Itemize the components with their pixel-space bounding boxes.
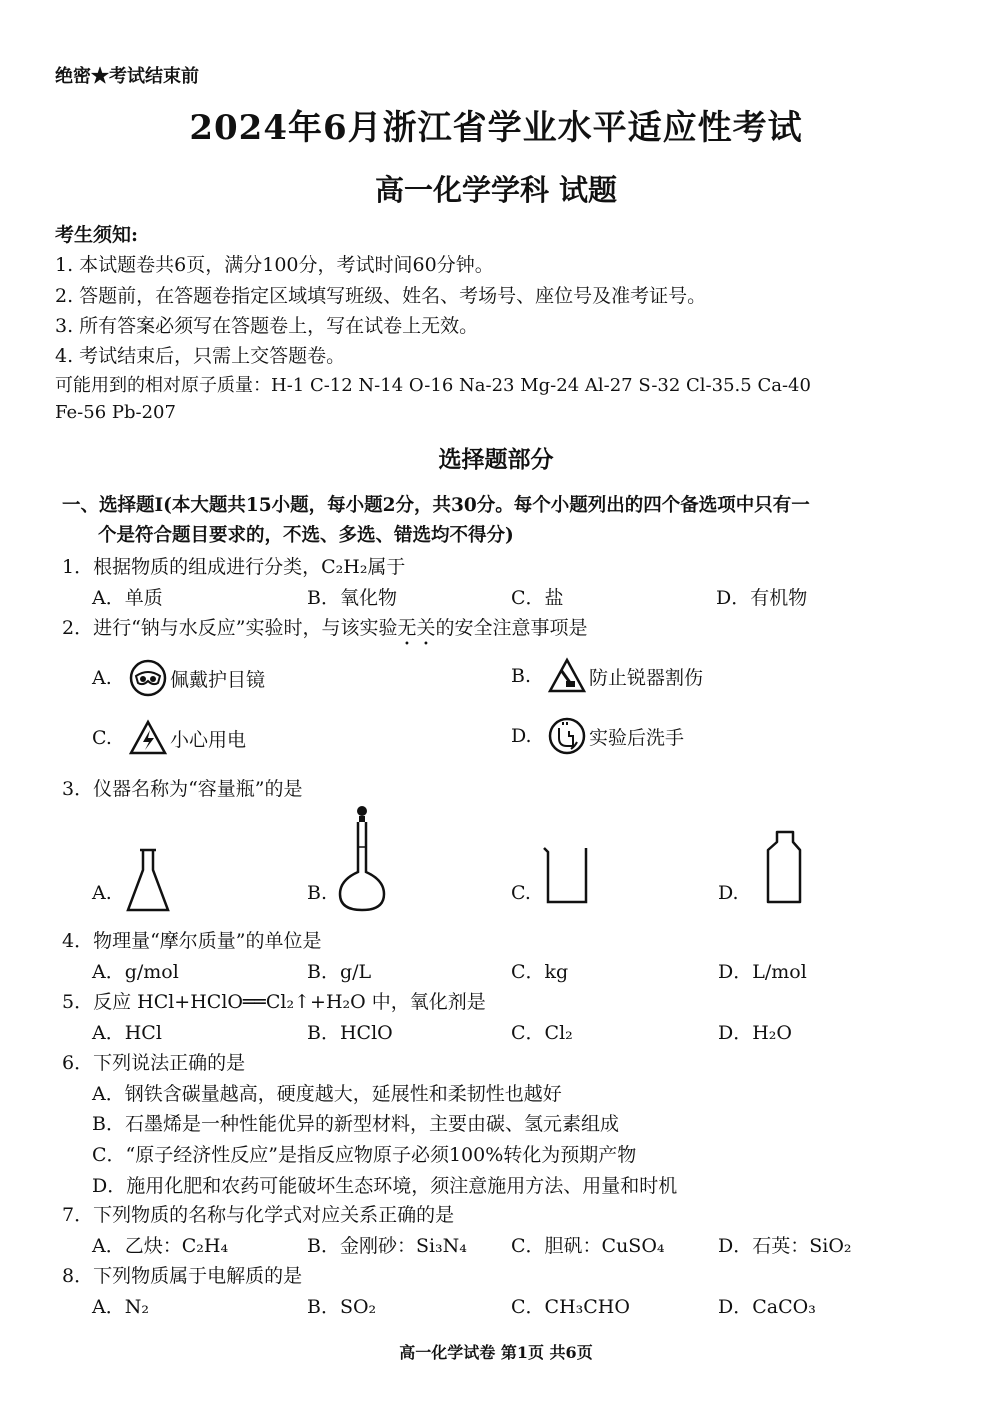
question-4-stem: 4．物理量“摩尔质量”的单位是	[62, 930, 322, 952]
page-footer: 高一化学试卷 第1页 共6页	[399, 1343, 593, 1362]
sharp-object-icon	[547, 656, 587, 696]
question-6-stem: 6．下列说法正确的是	[62, 1052, 246, 1074]
notice-item: 4. 考试结束后，只需上交答题卷。	[55, 345, 346, 367]
q6-option-d: D．施用化肥和农药可能破坏生态环境，须注意施用方法、用量和时机	[92, 1175, 678, 1197]
question-8-stem: 8．下列物质属于电解质的是	[62, 1265, 303, 1287]
q2-option-d	[511, 716, 684, 756]
q2-option-a	[92, 658, 265, 698]
erlenmeyer-flask-icon	[116, 808, 180, 918]
q2-option-b-text: 防止锐器割伤	[589, 666, 704, 689]
exam-subtitle: 高一化学学科 试题	[374, 173, 618, 207]
question-7-stem: 7．下列物质的名称与化学式对应关系正确的是	[62, 1204, 455, 1226]
q2-stem-emphasis: 无关	[397, 617, 436, 639]
q4-option-d: D．L/mol	[718, 961, 807, 983]
q2-option-c	[92, 718, 246, 758]
q2-option-a-letter: A.	[92, 667, 112, 689]
question-3-stem: 3．仪器名称为“容量瓶”的是	[62, 778, 303, 800]
q8-option-c: C．CH₃CHO	[511, 1296, 630, 1318]
q1-option-b: B．氧化物	[307, 587, 397, 609]
electric-hazard-icon	[128, 718, 168, 758]
q4-option-c: C．kg	[511, 961, 569, 983]
q2-option-d-letter: D.	[511, 725, 532, 747]
q2-option-d-text: 实验后洗手	[589, 726, 685, 749]
q7-option-b: B．金刚砂：Si₃N₄	[307, 1235, 467, 1257]
q8-option-b: B．SO₂	[307, 1296, 377, 1318]
reagent-bottle-icon	[760, 826, 810, 906]
notice-item: 1. 本试题卷共6页，满分100分，考试时间60分钟。	[55, 254, 494, 276]
q3-option-d: D.	[718, 882, 739, 904]
q7-option-c: C．胆矾：CuSO₄	[511, 1235, 665, 1257]
notice-item: 3. 所有答案必须写在答题卷上，写在试卷上无效。	[55, 315, 479, 337]
q7-option-a: A．乙炔：C₂H₄	[92, 1235, 229, 1257]
q7-option-d: D．石英：SiO₂	[718, 1235, 852, 1257]
q5-option-c: C．Cl₂	[511, 1022, 573, 1044]
q2-option-b-letter: B.	[511, 665, 532, 687]
q1-option-a: A．单质	[92, 587, 163, 609]
q6-option-b: B．石墨烯是一种性能优异的新型材料，主要由碳、氢元素组成	[92, 1113, 619, 1135]
q1-option-c: C．盐	[511, 587, 564, 609]
q8-option-d: D．CaCO₃	[718, 1296, 816, 1318]
volumetric-flask-icon	[330, 802, 394, 914]
atomic-masses-line1: 可能用到的相对原子质量：H-1 C-12 N-14 O-16 Na-23 Mg-24 Al-27 S-32 Cl-35.5 Ca-40	[55, 375, 811, 396]
q4-option-b: B．g/L	[307, 961, 372, 983]
q3-option-a: A.	[92, 882, 112, 904]
q5-option-b: B．HClO	[307, 1022, 393, 1044]
q5-option-d: D．H₂O	[718, 1022, 792, 1044]
atomic-masses-line2: Fe-56 Pb-207	[55, 402, 176, 423]
question-1-stem: 1．根据物质的组成进行分类，C₂H₂属于	[62, 556, 406, 578]
q2-option-c-text: 小心用电	[170, 728, 247, 751]
q3-option-b: B.	[307, 882, 328, 904]
question-5-stem: 5．反应 HCl+HClO══Cl₂↑+H₂O 中，氧化剂是	[62, 991, 486, 1013]
hand-wash-icon	[547, 716, 587, 756]
notice-item: 2. 答题前，在答题卷指定区域填写班级、姓名、考场号、座位号及准考证号。	[55, 285, 707, 307]
part-instructions-line1: 一、选择题Ⅰ(本大题共15小题，每小题2分，共30分。每个小题列出的四个备选项中只有一	[62, 495, 810, 516]
q4-option-a: A．g/mol	[92, 961, 179, 983]
confidential-label: 绝密★考试结束前	[55, 66, 199, 87]
q5-option-a: A．HCl	[92, 1022, 162, 1044]
q2-option-b	[511, 656, 703, 696]
q6-option-a: A．钢铁含碳量越高，硬度越大，延展性和柔韧性也越好	[92, 1083, 562, 1105]
q3-option-c: C.	[511, 882, 531, 904]
exam-title: 2024年6月浙江省学业水平适应性考试	[189, 108, 803, 148]
q2-stem-part1: 2．进行“钠与水反应”实验时，与该实验	[62, 617, 398, 639]
q2-option-c-letter: C.	[92, 727, 112, 749]
q8-option-a: A．N₂	[92, 1296, 149, 1318]
q6-option-c: C．“原子经济性反应”是指反应物原子必须100%转化为预期产物	[92, 1144, 637, 1166]
part-instructions-line2: 个是符合题目要求的，不选、多选、错选均不得分)	[98, 525, 514, 546]
beaker-icon	[538, 838, 594, 908]
notice-heading: 考生须知:	[55, 224, 139, 246]
question-2-stem	[62, 613, 588, 650]
goggles-icon	[128, 658, 168, 698]
q1-option-d: D．有机物	[716, 587, 808, 609]
section-title: 选择题部分	[438, 446, 554, 473]
q2-option-a-text: 佩戴护目镜	[170, 668, 266, 691]
q2-stem-part2: 的安全注意事项是	[435, 617, 588, 639]
